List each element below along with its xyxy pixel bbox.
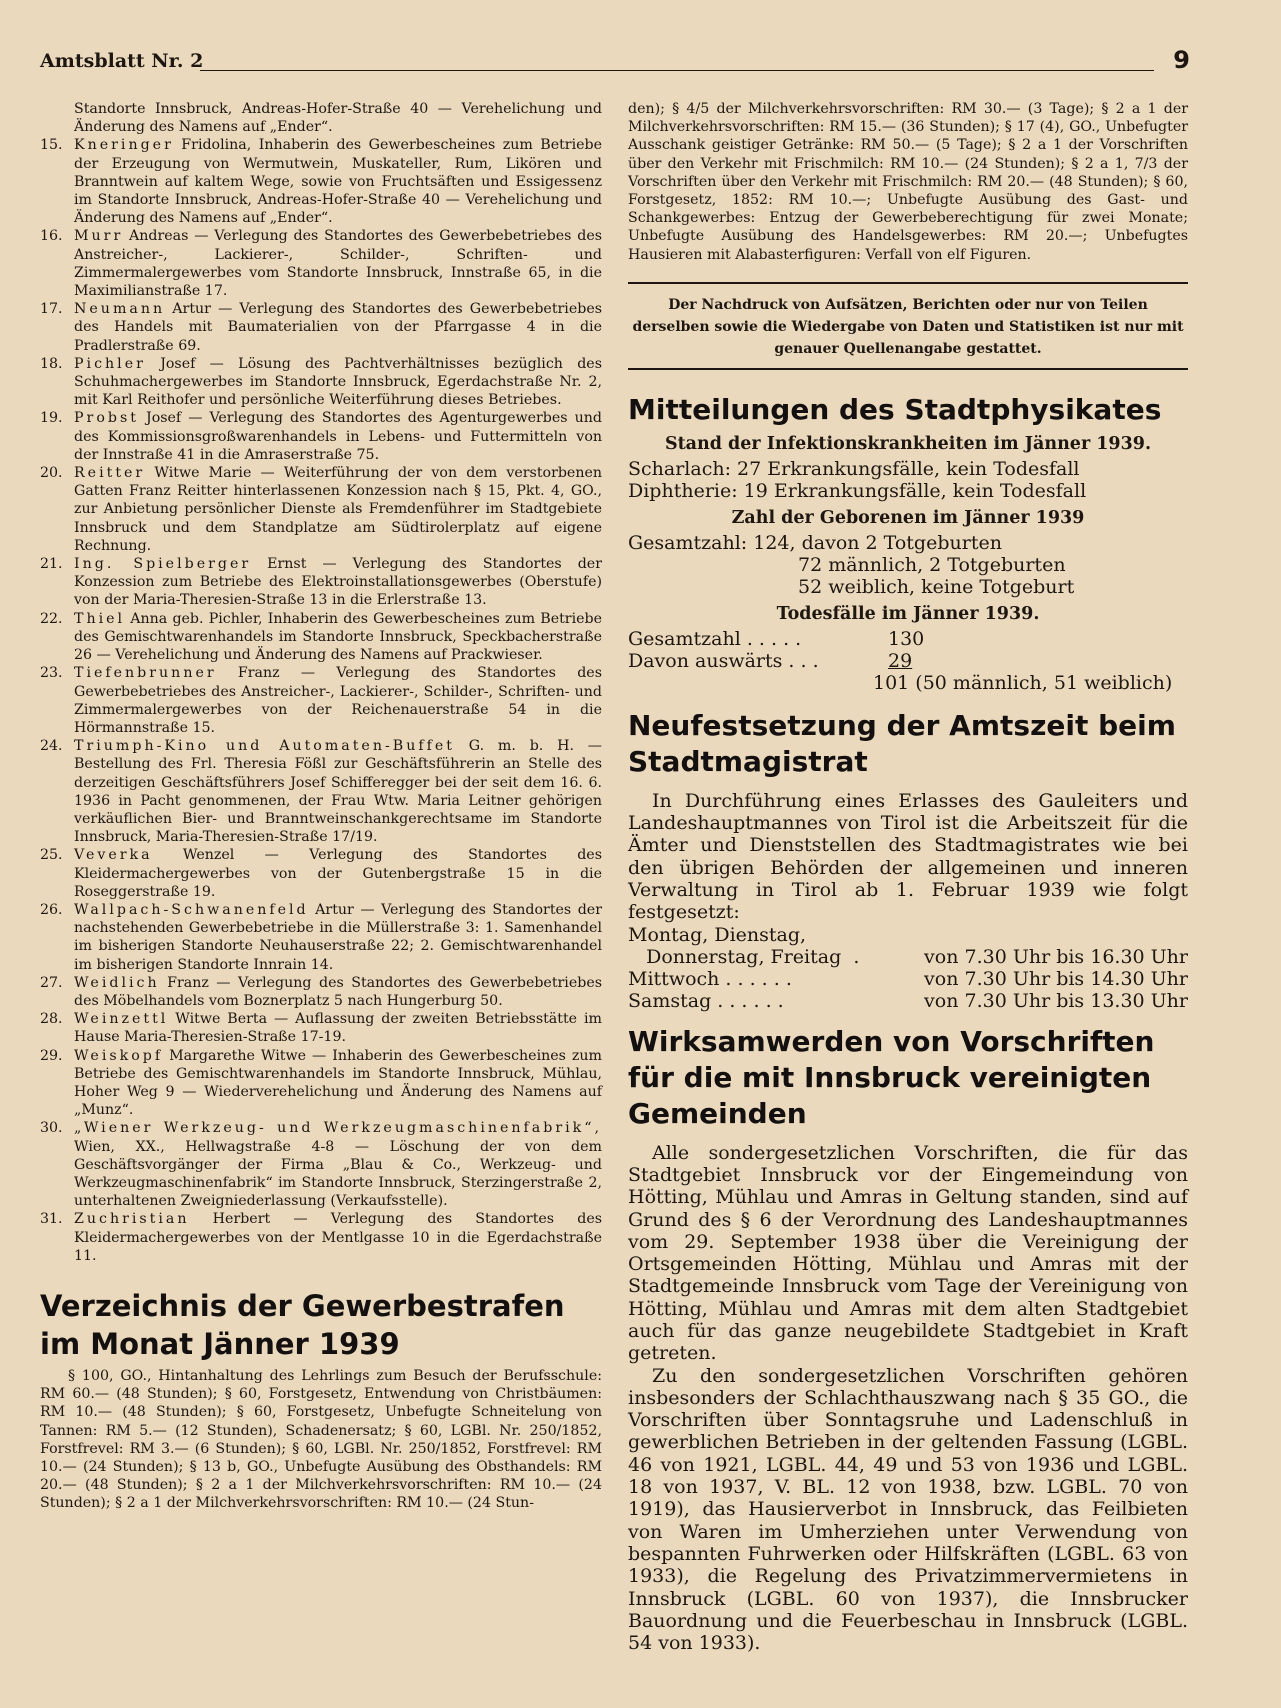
list-item: [40, 409, 602, 464]
item-name: Wallpach-Schwanenfeld: [74, 901, 309, 918]
list-item: [40, 355, 602, 410]
list-item: [40, 1047, 602, 1120]
list-item: [40, 1119, 602, 1210]
item-name: Neumann: [74, 301, 166, 318]
left-column: [40, 100, 602, 1513]
schedule-time: von 7.30 Uhr bis 13.30 Uhr: [924, 989, 1188, 1012]
amtszeit-section: [628, 708, 1188, 1012]
schedule-time: [878, 924, 1188, 946]
item-number: 23.: [40, 665, 63, 682]
item-number: 22.: [40, 610, 63, 627]
item-name: Veverka: [74, 847, 153, 864]
list-item: [40, 664, 602, 737]
infection-line: Scharlach: 27 Erkrankungsfälle, kein Todesfall: [628, 457, 1080, 480]
item-name: Weiskopf: [74, 1047, 164, 1064]
item-text: Herbert — Verlegung des Standortes des Kleidermachergewerbes von der Mentlgasse 10 in die Egerdachstraße 11.: [74, 1211, 602, 1264]
item-name: Zuchristian: [74, 1211, 190, 1228]
item-number: 21.: [40, 556, 63, 573]
item-name: Thiel: [74, 610, 126, 627]
births-title: Zahl der Geborenen im Jänner 1939: [731, 507, 1085, 528]
item-text: Josef — Lösung des Pachtverhältnisses bezüglich des Schuhmachergewerbes im Standorte Innsbruck, Egerdachstraße Nr. 2, mit Karl Reithofer und persönliche Weiterführung dieses Betriebes.: [74, 355, 602, 409]
office-hours-schedule: [628, 924, 1188, 1012]
fines-paragraph: § 100, GO., Hintanhaltung des Lehrlings zum Besuch der Berufsschule: RM 60.— (48 Stunden); § 60, Forstgesetz, Entwendung von Christbäumen: RM 10.— (48 Stunden); § 60, Forstgesetz, Unbefugte Schneitelung von Tannen: RM 5.— (12 Stunden), Schadenersatz; § 60, LGBl. Nr. 250/1852, Forstfrevel: RM 3.— (6 Stunden); § 60, LGBl. Nr. 250/1852, Forstfrevel: RM 10.— (24 Stunden); § 13 b, GO., Unbefugte Ausübung des Obsthandels: RM 20.— (48 Stunden); § 2 a 1 der Milchverkehrsvorschriften: RM 10.— (24 Stunden); § 2 a 1 der Milchverkehrsvorschriften: RM 10.— (24 Stun-: [40, 1368, 602, 1512]
item-name: Ing. Spielberger: [74, 556, 252, 573]
list-item: [40, 737, 602, 846]
section-heading-physikat: Mitteilungen des Stadtphysikates: [628, 392, 1162, 426]
item-text: Margarethe Witwe — Inhaberin des Gewerbescheines zum Betriebe des Gemischtwarenhandels im Standorte Innsbruck, Mühlau, Hoher Weg 9 — Wiederverehelichung und Änderung des Namens auf „Munz“.: [74, 1047, 602, 1119]
schedule-days: Montag, Dienstag,: [628, 923, 807, 946]
page-header: [40, 46, 1190, 76]
item-number: 18.: [40, 355, 63, 372]
item-number: 15.: [40, 137, 63, 154]
item-text: Witwe Marie — Weiterführung der von dem verstorbenen Gatten Franz Reitter hinterlassenen Konzession nach § 15, Pkt. 4, GO., zur Anbietung persönlicher Dienste als Fremdenführer im Stadtgebiete Innsbruck und dem Standplatze am Südtirolerplatz auf eigene Rechnung.: [74, 465, 602, 554]
item-text: Witwe Berta — Auflassung der zweiten Betriebsstätte im Hause Maria-Theresien-Straße 17-19.: [74, 1011, 602, 1046]
deaths-out-label: Davon auswärts . . .: [628, 649, 819, 672]
list-item: [40, 227, 602, 300]
item-name: „Wiener Werkzeug- und Werkzeugmaschinenfabrik“,: [74, 1120, 602, 1137]
list-item: [40, 901, 602, 974]
item-number: 24.: [40, 738, 63, 755]
section-heading-fines: Verzeichnis der Gewerbestrafen im Monat Jänner 1939: [40, 1289, 565, 1361]
item-text: Franz — Verlegung des Standortes des Gewerbebetriebes des Möbelhandels vom Boznerplatz 5 nach Hungerburg 50.: [74, 974, 602, 1009]
schedule-days: Samstag . . . . . .: [628, 989, 784, 1012]
deaths-title: Todesfälle im Jänner 1939.: [776, 603, 1040, 624]
births-male: 72 männlich, 2 Totgeburten: [798, 553, 1066, 576]
deaths-table: [628, 628, 1188, 672]
item-name: Murr: [74, 228, 124, 245]
item-name: Weidlich: [74, 974, 160, 991]
vorschriften-paragraph-1: Alle sondergesetzlichen Vorschriften, die für das Stadtgebiet Innsbruck vor der Eingemeindung von Hötting, Mühlau und Amras in Geltung standen, sind auf Grund des § 6 der Verordnung des Landeshauptmannes vom 29. September 1938 über die Vereinigung der Ortsgemeinden Hötting, Mühlau und Amras mit der Stadtgemeinde Innsbruck vom Tage der Vereinigung von Hötting, Mühlau und Amras mit dem alten Stadtgebiet auch für das ganze neugebildete Stadtgebiet in Kraft getreten.: [628, 1141, 1188, 1365]
deaths-net: 101 (50 männlich, 51 weiblich): [873, 671, 1173, 694]
list-item: [40, 464, 602, 555]
vorschriften-section: [628, 1024, 1188, 1655]
item-number: 26.: [40, 901, 63, 918]
list-item: [40, 555, 602, 610]
amtszeit-text: In Durchführung eines Erlasses des Gauleiters und Landeshauptmannes von Tirol ist die Arbeitszeit für die Ämter und Dienststellen des Stadtmagistrates wie bei den übrigen Behörden der allgemeinen und inneren Verwaltung in Tirol ab 1. Februar 1939 wie folgt festgesetzt:: [628, 789, 1188, 924]
list-item: [40, 136, 602, 227]
item-number: 30.: [40, 1120, 63, 1137]
item-number: 29.: [40, 1047, 63, 1064]
section-heading-amtszeit: Neufestsetzung der Amtszeit beim Stadtmagistrat: [628, 708, 1176, 778]
item-text: Artur — Verlegung des Standortes der nachstehenden Gewerbebetriebe in die Müllerstraße 3: 1. Samenhandel im bisherigen Standorte Neuhauserstraße 22; 2. Gemischtwarenhandel im bisherigen Standorte Innrain 14.: [74, 901, 602, 973]
item-text: Artur — Verlegung des Standortes des Gewerbebetriebes des Handels mit Baumaterialien von der Pfarrgasse 4 in die Pradlerstraße 69.: [74, 301, 602, 354]
item-number: 16.: [40, 228, 63, 245]
item-text: Anna geb. Pichler, Inhaberin des Gewerbescheines zum Betriebe des Gemischtwarenhandels im Standorte Innsbruck, Speckbacherstraße 26 — Verehelichung und Änderung des Namens auf Prackwieser.: [74, 610, 602, 664]
page-number: 9: [1173, 46, 1190, 74]
item-name: Reitter: [74, 465, 146, 482]
fines-paragraph-continued: den); § 4/5 der Milchverkehrsvorschriften: RM 30.— (3 Tage); § 2 a 1 der Milchverkehrsvorschriften: RM 15.— (36 Stunden); § 17 (4), GO., Unbefugter Ausschank geistiger Getränke: RM 50.— (5 Tage); § 2 a 1 der Vorschriften über den Verkehr mit Frischmilch: RM 10.— (24 Stunden); § 2 a 1, 7/3 der Vorschriften über den Verkehr mit Frischmilch: RM 20.— (48 Stunden); § 60, Forstgesetz, 1852: RM 10.—; Unbefugte Ausübung des Gast- und Schankgewerbes: Entzug der Gewerbeberechtigung für zwei Monate; Unbefugte Ausübung des Handelsgewerbes: RM 20.—; Unbefugtes Hausieren mit Alabasterfiguren: Verfall von elf Figuren.: [628, 101, 1188, 263]
item-text: Josef — Verlegung des Standortes des Agenturgewerbes und des Kommissionsgroßwarenhandels in Lebens- und Futtermitteln von der Innstraße 41 in die Amraserstraße 75.: [74, 410, 602, 463]
item-number: 19.: [40, 410, 63, 427]
list-item: [40, 846, 602, 901]
schedule-days: Donnerstag, Freitag .: [628, 945, 860, 968]
item-text: Franz — Verlegung des Standortes des Gewerbebetriebes des Anstreicher-, Lackierer-, Schilder-, Schriften- und Zimmermalergewerbes von der Reichenauerstraße 54 in die Hörmannstraße 15.: [74, 665, 602, 736]
item-text: Wien, XX., Hellwagstraße 4-8 — Löschung der von dem Geschäftsvorgänger der Firma „Blau & Co., Werkzeug- und Werkzeugmaschinenfabrik“ im Standorte Innsbruck, Sterzingerstraße 2, unterhaltenen Zweigniederlassung (Verkaufsstelle).: [74, 1138, 602, 1210]
item-name: Tiefenbrunner: [74, 665, 217, 682]
item-name: Weinzettl: [74, 1011, 169, 1028]
deaths-total-label: Gesamtzahl . . . . .: [628, 627, 802, 650]
section-heading-vorschriften: Wirksamwerden von Vorschriften für die mit Innsbruck vereinigten Gemeinden: [628, 1024, 1155, 1130]
physikat-section: [628, 392, 1188, 694]
schedule-time: von 7.30 Uhr bis 16.30 Uhr: [924, 945, 1188, 968]
item-number: 27.: [40, 974, 63, 991]
list-item: [40, 300, 602, 355]
births-female: 52 weiblich, keine Totgeburt: [798, 575, 1075, 598]
item-name: Kneringer: [74, 137, 174, 154]
item-number: 25.: [40, 847, 63, 864]
item-text: Andreas — Verlegung des Standortes des Gewerbebetriebes des Anstreicher-, Lackierer-, Schilder-, Schriften- und Zimmermalergewerbes vom Standorte Innsbruck, Innstraße 65, in die Maximilianstraße 17.: [74, 228, 602, 300]
trade-register-list: [40, 136, 602, 1265]
item-number: 28.: [40, 1011, 63, 1028]
right-column: [628, 100, 1188, 1654]
item-number: 31.: [40, 1211, 63, 1228]
list-continuation: Standorte Innsbruck, Andreas-Hofer-Straße 40 — Verehelichung und Änderung des Namens auf „Ender“.: [74, 101, 602, 136]
births-total: Gesamtzahl: 124, davon 2 Totgeburten: [628, 531, 1002, 554]
infection-title: Stand der Infektionskrankheiten im Jänner 1939.: [664, 433, 1152, 454]
header-rule: [200, 70, 1154, 71]
item-name: Probst: [74, 410, 139, 427]
reprint-notice: Der Nachdruck von Aufsätzen, Berichten oder nur von Teilen derselben sowie die Wiedergabe von Daten und Statistiken ist nur mit genauer Quellenangabe gestattet.: [628, 282, 1188, 370]
schedule-days: Mittwoch . . . . . .: [628, 967, 792, 990]
item-name: Pichler: [74, 355, 146, 372]
item-text: Wenzel — Verlegung des Standortes des Kleidermachergewerbes von der Gutenbergstraße 15 in die Roseggerstraße 19.: [74, 847, 602, 900]
list-item: [40, 610, 602, 665]
vorschriften-paragraph-2: Zu den sondergesetzlichen Vorschriften gehören insbesonders der Schlachthauszwang nach § 35 GO., die Vorschriften über Sonntagsruhe und Ladenschluß in gewerblichen Betrieben in der geltenden Fassung (LGBL. 46 von 1921, LGBL. 44, 49 und 53 von 1936 und LGBL. 18 von 1937, V. BL. 12 von 1938, bzw. LGBL. 70 von 1919), das Hausierverbot in Innsbruck, das Feilbieten von Waren im Umherziehen unter Verwendung von bespannten Fuhrwerken oder Hilfskräften (LGBL. 63 von 1933), die Regelung des Privatzimmervermietens in Innsbruck (LGBL. 60 von 1937), die Innsbrucker Bauordnung und die Feuerbeschau in Innsbruck (LGBL. 54 von 1933).: [628, 1364, 1188, 1655]
list-item: [40, 974, 602, 1010]
list-item: [40, 1210, 602, 1265]
publication-title: Amtsblatt Nr. 2: [40, 50, 204, 72]
deaths-out: 29: [888, 649, 913, 672]
schedule-time: von 7.30 Uhr bis 14.30 Uhr: [924, 967, 1188, 990]
item-number: 17.: [40, 301, 63, 318]
deaths-total: 130: [888, 627, 925, 650]
list-item: [40, 1010, 602, 1046]
item-text: G. m. b. H. — Bestellung des Frl. Theresia Fößl zur Geschäftsführerin an Stelle des derzeitigen Geschäftsführers Josef Schifferegger bei der seit dem 16. 6. 1936 in Pacht genommenen, der Frau Wtw. Maria Leitner gehörigen verkäuflichen Bier- und Branntweinschankgerechtsame im Standorte Innsbruck, Maria-Theresien-Straße 17/19.: [74, 738, 602, 846]
item-name: Triumph-Kino und Automaten-Buffet: [74, 738, 455, 755]
item-text: Fridolina, Inhaberin des Gewerbescheines zum Betriebe der Erzeugung von Wermutwein, Muskateller, Rum, Likören und Branntwein auf kaltem Wege, sowie von Fruchtsäften und Essigessenz im Standorte Innsbruck, Andreas-Hofer-Straße 40 — Verehelichung und Änderung des Namens auf „Ender“.: [74, 137, 602, 227]
infection-line: Diphtherie: 19 Erkrankungsfälle, kein Todesfall: [628, 479, 1087, 502]
item-number: 20.: [40, 465, 63, 482]
item-text: Ernst — Verlegung des Standortes der Konzession zum Betriebe des Elektroinstallationsgewerbes (Oberstufe) von der Maria-Theresien-Straße 13 in die Erlerstraße 13.: [74, 556, 602, 609]
